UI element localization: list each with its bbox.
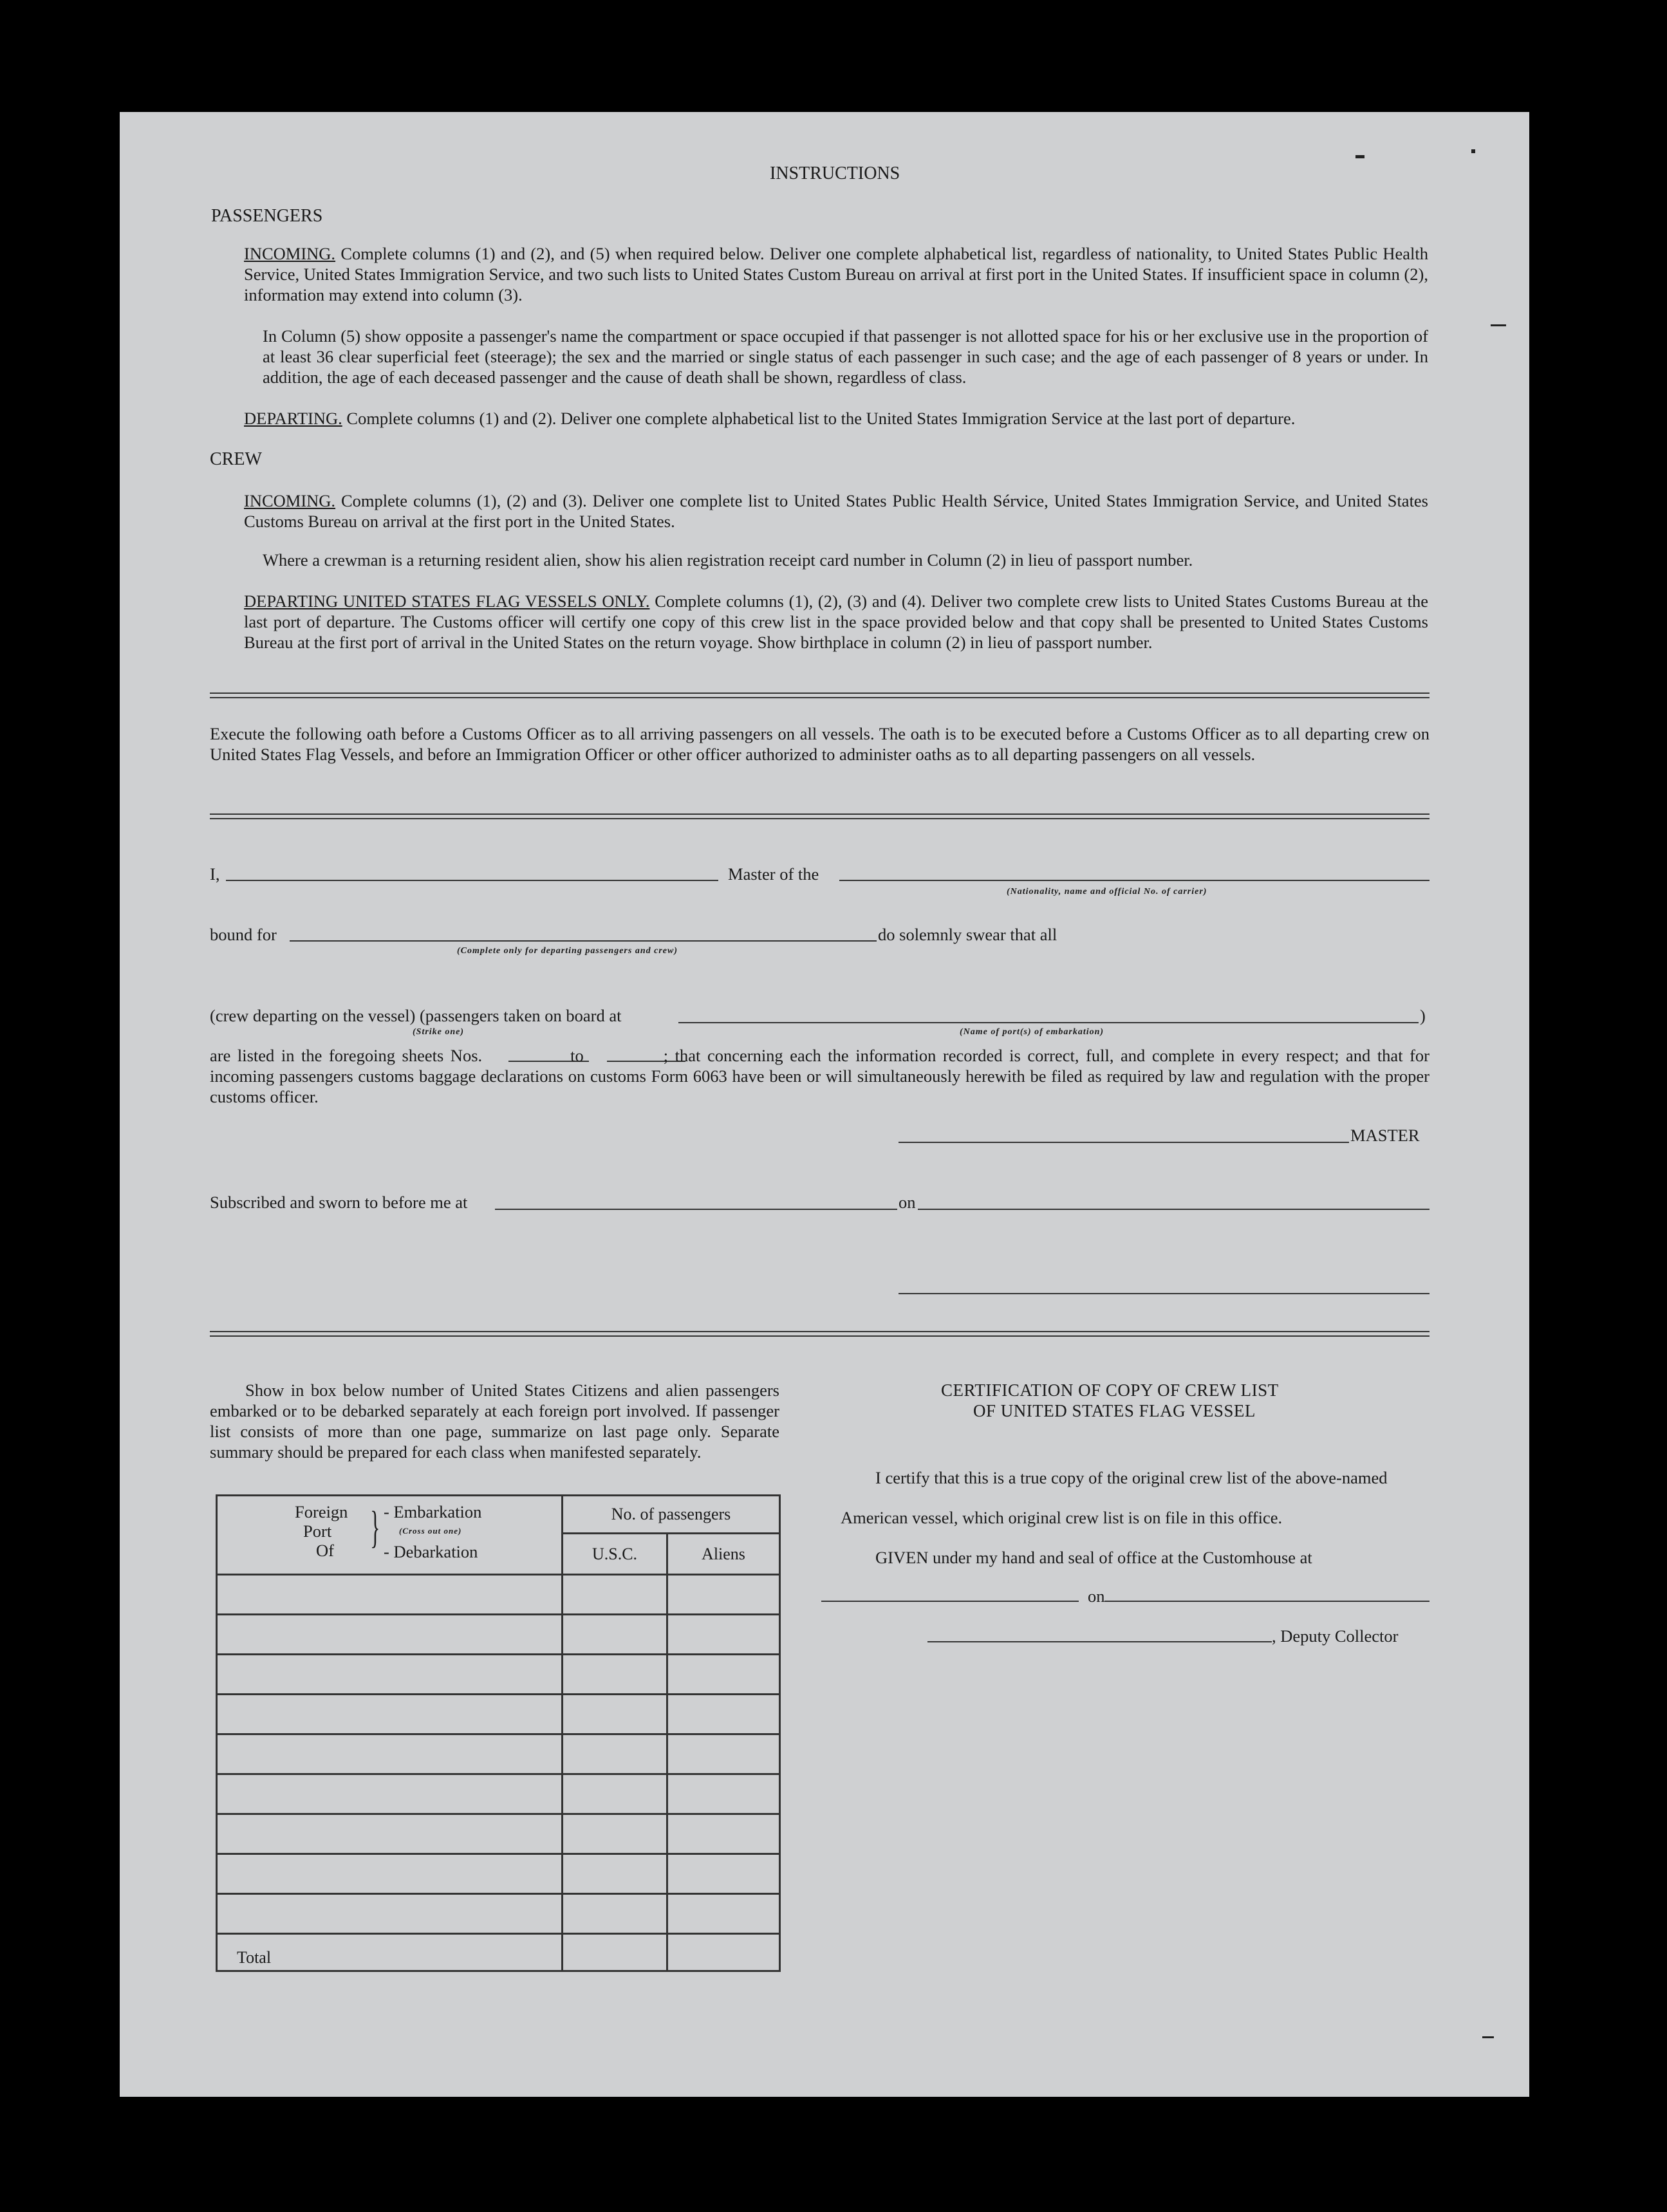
certification-heading-1: CERTIFICATION OF COPY OF CREW LIST xyxy=(941,1380,1279,1400)
customhouse-date-field[interactable] xyxy=(1104,1601,1430,1602)
crew-heading: CREW xyxy=(210,449,262,469)
crew-departing-text: Complete columns (1), (2), (3) and (4). Deliver two complete crew lists to United States Customs Bureau at the last port of departure. The Customs officer will certify one copy of this crew list in the space provided below and that copy shall be presented to United States Customs Bureau at the first port of arrival in the United States on the return voyage. Show birthplace in column (2) in lieu of passport number. xyxy=(244,591,1428,652)
crew-incoming-label: INCOMING. xyxy=(244,491,336,510)
officer-signature-field[interactable] xyxy=(899,1293,1430,1294)
port-caption: (Name of port(s) of embarkation) xyxy=(960,1027,1104,1037)
foreign-port-word-1: Foreign xyxy=(295,1502,348,1521)
section-divider xyxy=(210,1331,1430,1337)
page-title: INSTRUCTIONS xyxy=(770,163,900,183)
oath-instruction: Execute the following oath before a Customs Officer as to all arriving passengers on all vessels. The oath is to be executed before a Customs Officer as to all departing crew on United States Flag Vessels, and before an Immigration Officer or other officer authorized to administer oaths as to all departing passengers on all vessels. xyxy=(210,724,1430,764)
port-cell[interactable] xyxy=(217,1734,563,1774)
master-signature-field[interactable] xyxy=(899,1142,1349,1143)
foreign-port-word-2: Port xyxy=(303,1521,332,1541)
oath-i-label: I, xyxy=(210,864,220,884)
customhouse-place-field[interactable] xyxy=(821,1601,1079,1602)
master-label: MASTER xyxy=(1350,1126,1420,1145)
carrier-caption: (Nationality, name and official No. of carrier) xyxy=(1007,887,1207,897)
brace-icon: } xyxy=(370,1503,380,1552)
certification-line-2: American vessel, which original crew list is on file in this office. xyxy=(841,1508,1283,1527)
oath-crew-departing-text: (crew departing on the vessel) (passengers taken on board at xyxy=(210,1006,622,1025)
section-divider xyxy=(210,692,1430,698)
oath-bound-for-label: bound for xyxy=(210,925,277,944)
passengers-departing-paragraph xyxy=(244,408,1428,429)
strike-caption: (Strike one) xyxy=(413,1027,465,1037)
usc-cell[interactable] xyxy=(563,1615,667,1655)
total-label: Total xyxy=(217,1934,563,1971)
carrier-field[interactable] xyxy=(839,880,1430,881)
deputy-collector-label: , Deputy Collector xyxy=(1272,1626,1399,1646)
aliens-cell[interactable] xyxy=(667,1774,780,1814)
passengers-incoming-text: Complete columns (1) and (2), and (5) when required below. Deliver one complete alphabetical list, regardless of nationality, to United States Public Health Service, United States Immigration Service, and two such lists to United States Custom Bureau on arrival at first port in the United States. If insufficient space in column (2), information may extend into column (3). xyxy=(244,244,1429,304)
subscribed-label: Subscribed and sworn to before me at xyxy=(210,1193,468,1212)
debarkation-label: - Debarkation xyxy=(384,1542,478,1561)
crew-departing-paragraph xyxy=(244,591,1428,653)
passenger-summary-table xyxy=(216,1494,781,1972)
aliens-header: Aliens xyxy=(667,1534,780,1575)
passengers-count-header: No. of passengers xyxy=(563,1496,780,1534)
passengers-departing-label: DEPARTING. xyxy=(244,409,342,428)
oath-close-paren: ) xyxy=(1420,1006,1426,1025)
oath-listed-text-1: are listed in the foregoing sheets Nos. xyxy=(210,1046,483,1065)
oath-master-of-label: Master of the xyxy=(728,864,819,884)
port-cell[interactable] xyxy=(217,1894,563,1934)
crew-alien-paragraph: Where a crewman is a returning resident alien, show his alien registration receipt card number in Column (2) in lieu of passport number. xyxy=(263,550,1193,570)
usc-cell[interactable] xyxy=(563,1854,667,1894)
usc-cell[interactable] xyxy=(563,1695,667,1734)
usc-total-cell[interactable] xyxy=(563,1934,667,1971)
passengers-incoming-label: INCOMING. xyxy=(244,244,336,263)
passengers-incoming-paragraph xyxy=(244,243,1428,305)
port-cell[interactable] xyxy=(217,1814,563,1854)
foreign-port-header xyxy=(217,1496,563,1575)
port-cell[interactable] xyxy=(217,1575,563,1615)
crew-incoming-paragraph xyxy=(244,490,1428,532)
port-of-embarkation-field[interactable] xyxy=(678,1022,1419,1023)
aliens-cell[interactable] xyxy=(667,1854,780,1894)
certification-line-1: I certify that this is a true copy of the original crew list of the above-named xyxy=(875,1468,1388,1487)
deputy-collector-signature-field[interactable] xyxy=(927,1641,1272,1642)
usc-cell[interactable] xyxy=(563,1655,667,1695)
oath-to-text: to xyxy=(570,1046,584,1065)
section-divider xyxy=(210,813,1430,819)
port-cell[interactable] xyxy=(217,1695,563,1734)
scan-mark xyxy=(1355,155,1364,158)
cross-out-caption: (Cross out one) xyxy=(399,1526,462,1536)
aliens-cell[interactable] xyxy=(667,1734,780,1774)
aliens-cell[interactable] xyxy=(667,1695,780,1734)
usc-cell[interactable] xyxy=(563,1894,667,1934)
oath-swear-text: do solemnly swear that all xyxy=(878,925,1057,944)
crew-incoming-text: Complete columns (1), (2) and (3). Deliver one complete list to United States Public Health Sérvice, United States Immigration Service, and United States Customs Bureau on arrival at the first port in the United States. xyxy=(244,491,1428,531)
bound-caption: (Complete only for departing passengers and crew) xyxy=(457,946,678,956)
form-page xyxy=(120,112,1529,2097)
subscribed-place-field[interactable] xyxy=(495,1209,897,1210)
foreign-port-word-3: Of xyxy=(316,1541,334,1560)
port-cell[interactable] xyxy=(217,1615,563,1655)
embarkation-label: - Embarkation xyxy=(384,1502,482,1521)
usc-cell[interactable] xyxy=(563,1734,667,1774)
usc-cell[interactable] xyxy=(563,1774,667,1814)
port-cell[interactable] xyxy=(217,1774,563,1814)
usc-cell[interactable] xyxy=(563,1814,667,1854)
passengers-column5-paragraph: In Column (5) show opposite a passenger's name the compartment or space occupied if that passenger is not allotted space for his or her exclusive use in the proportion of at least 36 clear superficial feet (steerage); the sex and the married or single status of each passenger in such case; and the age of each passenger of 8 years or under. In addition, the age of each deceased passenger and the cause of death shall be shown, regardless of class. xyxy=(263,326,1428,387)
usc-cell[interactable] xyxy=(563,1575,667,1615)
crew-departing-label: DEPARTING UNITED STATES FLAG VESSELS ONLY. xyxy=(244,591,650,611)
bound-for-field[interactable] xyxy=(290,940,877,942)
oath-listed-paragraph xyxy=(210,1045,1430,1107)
aliens-cell[interactable] xyxy=(667,1615,780,1655)
aliens-cell[interactable] xyxy=(667,1575,780,1615)
certification-heading-2: OF UNITED STATES FLAG VESSEL xyxy=(973,1401,1256,1420)
port-cell[interactable] xyxy=(217,1655,563,1695)
certification-line-3: GIVEN under my hand and seal of office at the Customhouse at xyxy=(875,1548,1312,1567)
summary-instruction: Show in box below number of United States Citizens and alien passengers embarked or to be debarked separately at each foreign port involved. If passenger list consists of more than one page, summarize on last page only. Separate summary should be prepared for each class when manifested separately. xyxy=(210,1380,779,1462)
certification-on-label: on xyxy=(1088,1586,1105,1606)
scan-mark xyxy=(1471,149,1475,153)
oath-listed-text-2: ; that concerning each the information recorded is correct, full, and complete in every respect; and that for incoming passengers customs baggage declarations on customs Form 6063 have been or will simultaneously herewith be filed as required by law and regulation with the proper customs officer. xyxy=(210,1046,1430,1106)
scan-mark xyxy=(1491,324,1506,326)
passengers-departing-text: Complete columns (1) and (2). Deliver one complete alphabetical list to the United States Immigration Service at the last port of departure. xyxy=(346,409,1296,428)
aliens-total-cell[interactable] xyxy=(667,1934,780,1971)
aliens-cell[interactable] xyxy=(667,1894,780,1934)
aliens-cell[interactable] xyxy=(667,1655,780,1695)
subscribed-date-field[interactable] xyxy=(918,1209,1430,1210)
subscribed-on-label: on xyxy=(899,1193,916,1212)
usc-header: U.S.C. xyxy=(563,1534,667,1575)
port-cell[interactable] xyxy=(217,1854,563,1894)
master-name-field[interactable] xyxy=(226,880,718,881)
aliens-cell[interactable] xyxy=(667,1814,780,1854)
scan-mark xyxy=(1482,2036,1494,2038)
passengers-heading: PASSENGERS xyxy=(211,206,323,226)
